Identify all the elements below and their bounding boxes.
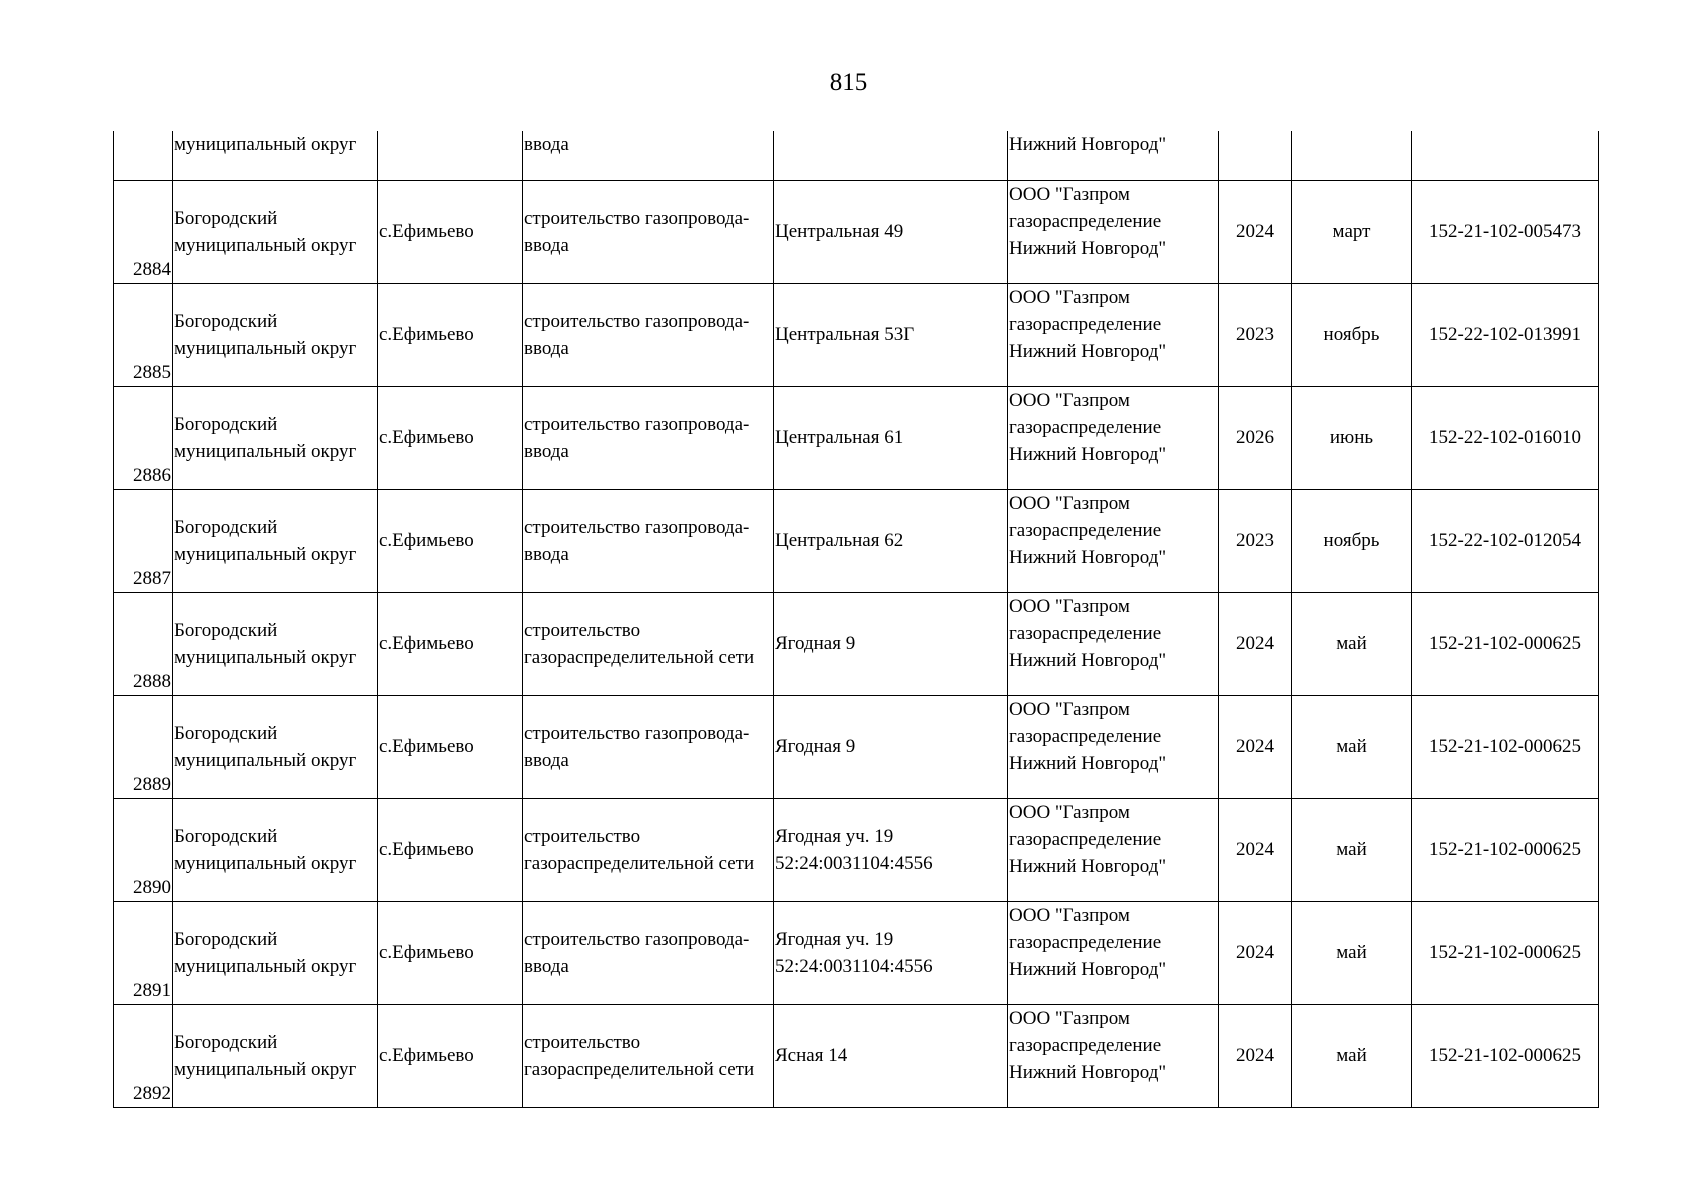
cell-line: Богородский [174, 1031, 278, 1053]
cell-number: 2887 [114, 489, 173, 592]
cell-line: ввода [524, 955, 569, 977]
cell-line: строительство газопровода- [524, 722, 750, 744]
cell-month: ноябрь [1292, 283, 1412, 386]
cell-line: газораспределение [1009, 1034, 1162, 1056]
cell-year: 2024 [1219, 695, 1292, 798]
cell-year: 2024 [1219, 592, 1292, 695]
cell-line: газораспределение [1009, 622, 1162, 644]
cell-line: Богородский [174, 516, 278, 538]
cell-month: май [1292, 798, 1412, 901]
cell-line: Нижний Новгород" [1009, 958, 1167, 980]
cell-line: газораспределение [1009, 725, 1162, 747]
cell-line: газораспределение [1009, 931, 1162, 953]
cell-line: ООО "Газпром [1009, 286, 1130, 308]
cell-work [523, 386, 774, 489]
cell-organization [1008, 798, 1219, 901]
cell-village: с.Ефимьево [378, 180, 523, 283]
cell-year: 2024 [1219, 901, 1292, 1004]
cell-organization [1008, 592, 1219, 695]
cell-line: Нижний Новгород" [1009, 237, 1167, 259]
cell-organization: Нижний Новгород" [1008, 131, 1219, 180]
cell-number: 2886 [114, 386, 173, 489]
cell-year: 2026 [1219, 386, 1292, 489]
cell-district [173, 798, 378, 901]
cell-line: Богородский [174, 722, 278, 744]
cell-code: 152-22-102-016010 [1412, 386, 1599, 489]
cell-month: июнь [1292, 386, 1412, 489]
cell-address [774, 283, 1008, 386]
cell-village: с.Ефимьево [378, 592, 523, 695]
cell-line: Центральная 53Г [775, 324, 915, 345]
cell-district [173, 283, 378, 386]
cell-number: 2891 [114, 901, 173, 1004]
cell-address [774, 695, 1008, 798]
cell-line: газораспределительной сети [524, 852, 755, 874]
cell-code: 152-21-102-000625 [1412, 901, 1599, 1004]
cell-line: Ясная 14 [775, 1045, 848, 1066]
table-row [114, 283, 1599, 386]
cell-line: строительство [524, 1031, 641, 1053]
cell-work [523, 695, 774, 798]
cell-organization [1008, 386, 1219, 489]
cell-month: май [1292, 695, 1412, 798]
cell-line: муниципальный округ [174, 749, 357, 771]
cell-line: ООО "Газпром [1009, 1007, 1130, 1029]
cell-month: март [1292, 180, 1412, 283]
cell-line: ООО "Газпром [1009, 698, 1130, 720]
cell-line: Нижний Новгород" [1009, 855, 1167, 877]
cell-district [173, 1004, 378, 1107]
cell-work [523, 489, 774, 592]
cell-district [173, 695, 378, 798]
cell-work [523, 1004, 774, 1107]
cell-work [523, 180, 774, 283]
table-row [114, 798, 1599, 901]
cell-district [173, 901, 378, 1004]
cell-year: 2023 [1219, 489, 1292, 592]
cell-line: газораспределение [1009, 828, 1162, 850]
cell-organization [1008, 1004, 1219, 1107]
cell-number: 2885 [114, 283, 173, 386]
cell-district [173, 489, 378, 592]
cell-line: строительство газопровода- [524, 928, 750, 950]
cell-line: строительство газопровода- [524, 413, 750, 435]
cell-year [1219, 131, 1292, 180]
cell-code: 152-22-102-013991 [1412, 283, 1599, 386]
cell-number: 2888 [114, 592, 173, 695]
cell-address [774, 798, 1008, 901]
cell-work [523, 798, 774, 901]
cell-year: 2024 [1219, 1004, 1292, 1107]
cell-month: май [1292, 592, 1412, 695]
gasification-table [113, 131, 1599, 1108]
cell-village: с.Ефимьево [378, 283, 523, 386]
cell-code: 152-21-102-000625 [1412, 592, 1599, 695]
cell-line: Центральная 61 [775, 427, 904, 448]
cell-line: ООО "Газпром [1009, 801, 1130, 823]
cell-line: строительство газопровода- [524, 516, 750, 538]
cell-village: с.Ефимьево [378, 1004, 523, 1107]
cell-line: муниципальный округ [174, 1058, 357, 1080]
cell-line: Богородский [174, 413, 278, 435]
cell-district [173, 180, 378, 283]
cell-village: с.Ефимьево [378, 695, 523, 798]
cell-code: 152-22-102-012054 [1412, 489, 1599, 592]
table-row [114, 901, 1599, 1004]
cell-number: 2890 [114, 798, 173, 901]
cell-line: муниципальный округ [174, 543, 357, 565]
cell-line: газораспределение [1009, 313, 1162, 335]
cell-line: Ягодная уч. 19 [775, 928, 894, 950]
cell-organization [1008, 695, 1219, 798]
cell-line: ООО "Газпром [1009, 183, 1130, 205]
cell-line: газораспределение [1009, 519, 1162, 541]
cell-line: ООО "Газпром [1009, 492, 1130, 514]
cell-month: май [1292, 1004, 1412, 1107]
cell-code [1412, 131, 1599, 180]
cell-line: Ягодная уч. 19 [775, 825, 894, 847]
cell-line: ввода [524, 234, 569, 256]
cell-line: Нижний Новгород" [1009, 752, 1167, 774]
cell-village [378, 131, 523, 180]
cell-code: 152-21-102-000625 [1412, 695, 1599, 798]
cell-year: 2024 [1219, 180, 1292, 283]
cell-work [523, 283, 774, 386]
cell-line: Нижний Новгород" [1009, 649, 1167, 671]
table-body [114, 131, 1599, 1107]
cell-line: Нижний Новгород" [1009, 443, 1167, 465]
cell-organization [1008, 180, 1219, 283]
page-number: 815 [829, 69, 868, 96]
table-row [114, 592, 1599, 695]
cell-line: ввода [524, 543, 569, 565]
cell-line: Ягодная 9 [775, 633, 856, 654]
cell-year: 2024 [1219, 798, 1292, 901]
cell-line: муниципальный округ [174, 852, 357, 874]
cell-address [774, 592, 1008, 695]
cell-work [523, 901, 774, 1004]
cell-line: строительство [524, 825, 641, 847]
cell-address [774, 131, 1008, 180]
cell-address [774, 1004, 1008, 1107]
cell-line: муниципальный округ [174, 646, 357, 668]
cell-line: ввода [524, 440, 569, 462]
cell-line: строительство [524, 619, 641, 641]
cell-line: Нижний Новгород" [1009, 340, 1167, 362]
cell-line: Нижний Новгород" [1009, 546, 1167, 568]
cell-work [523, 592, 774, 695]
cell-address [774, 386, 1008, 489]
cell-line: газораспределительной сети [524, 646, 755, 668]
cell-village: с.Ефимьево [378, 798, 523, 901]
cell-line: Богородский [174, 207, 278, 229]
cell-line: муниципальный округ [174, 337, 357, 359]
cell-district [173, 386, 378, 489]
cell-line: ООО "Газпром [1009, 389, 1130, 411]
cell-work: ввода [523, 131, 774, 180]
cell-number: 2884 [114, 180, 173, 283]
cell-line: Богородский [174, 825, 278, 847]
cell-village: с.Ефимьево [378, 386, 523, 489]
cell-code: 152-21-102-005473 [1412, 180, 1599, 283]
cell-number: 2889 [114, 695, 173, 798]
table-row [114, 489, 1599, 592]
table-row [114, 386, 1599, 489]
cell-month: май [1292, 901, 1412, 1004]
cell-line: 52:24:0031104:4556 [775, 955, 933, 977]
cell-line: ввода [524, 337, 569, 359]
cell-line: муниципальный округ [174, 440, 357, 462]
cell-organization [1008, 283, 1219, 386]
cell-month [1292, 131, 1412, 180]
cell-organization [1008, 901, 1219, 1004]
cell-number [114, 131, 173, 180]
cell-organization [1008, 489, 1219, 592]
cell-number: 2892 [114, 1004, 173, 1107]
cell-address [774, 489, 1008, 592]
cell-line: Ягодная 9 [775, 736, 856, 757]
cell-line: 52:24:0031104:4556 [775, 852, 933, 874]
cell-line: Богородский [174, 928, 278, 950]
table-row [114, 1004, 1599, 1107]
cell-month: ноябрь [1292, 489, 1412, 592]
cell-line: ввода [524, 749, 569, 771]
cell-line: газораспределение [1009, 210, 1162, 232]
cell-line: Центральная 49 [775, 221, 904, 242]
cell-district: муниципальный округ [173, 131, 378, 180]
cell-line: муниципальный округ [174, 955, 357, 977]
cell-line: строительство газопровода- [524, 207, 750, 229]
cell-district [173, 592, 378, 695]
cell-line: строительство газопровода- [524, 310, 750, 332]
table-row [114, 180, 1599, 283]
cell-line: Богородский [174, 619, 278, 641]
cell-code: 152-21-102-000625 [1412, 798, 1599, 901]
cell-line: Нижний Новгород" [1009, 1061, 1167, 1083]
cell-year: 2023 [1219, 283, 1292, 386]
cell-address [774, 180, 1008, 283]
cell-line: газораспределительной сети [524, 1058, 755, 1080]
cell-line: Богородский [174, 310, 278, 332]
cell-code: 152-21-102-000625 [1412, 1004, 1599, 1107]
cell-line: Центральная 62 [775, 530, 904, 551]
table-row [114, 695, 1599, 798]
cell-line: ООО "Газпром [1009, 595, 1130, 617]
continuation-row [114, 131, 1599, 180]
cell-line: муниципальный округ [174, 234, 357, 256]
cell-village: с.Ефимьево [378, 901, 523, 1004]
cell-line: газораспределение [1009, 416, 1162, 438]
cell-line: ООО "Газпром [1009, 904, 1130, 926]
cell-village: с.Ефимьево [378, 489, 523, 592]
cell-address [774, 901, 1008, 1004]
